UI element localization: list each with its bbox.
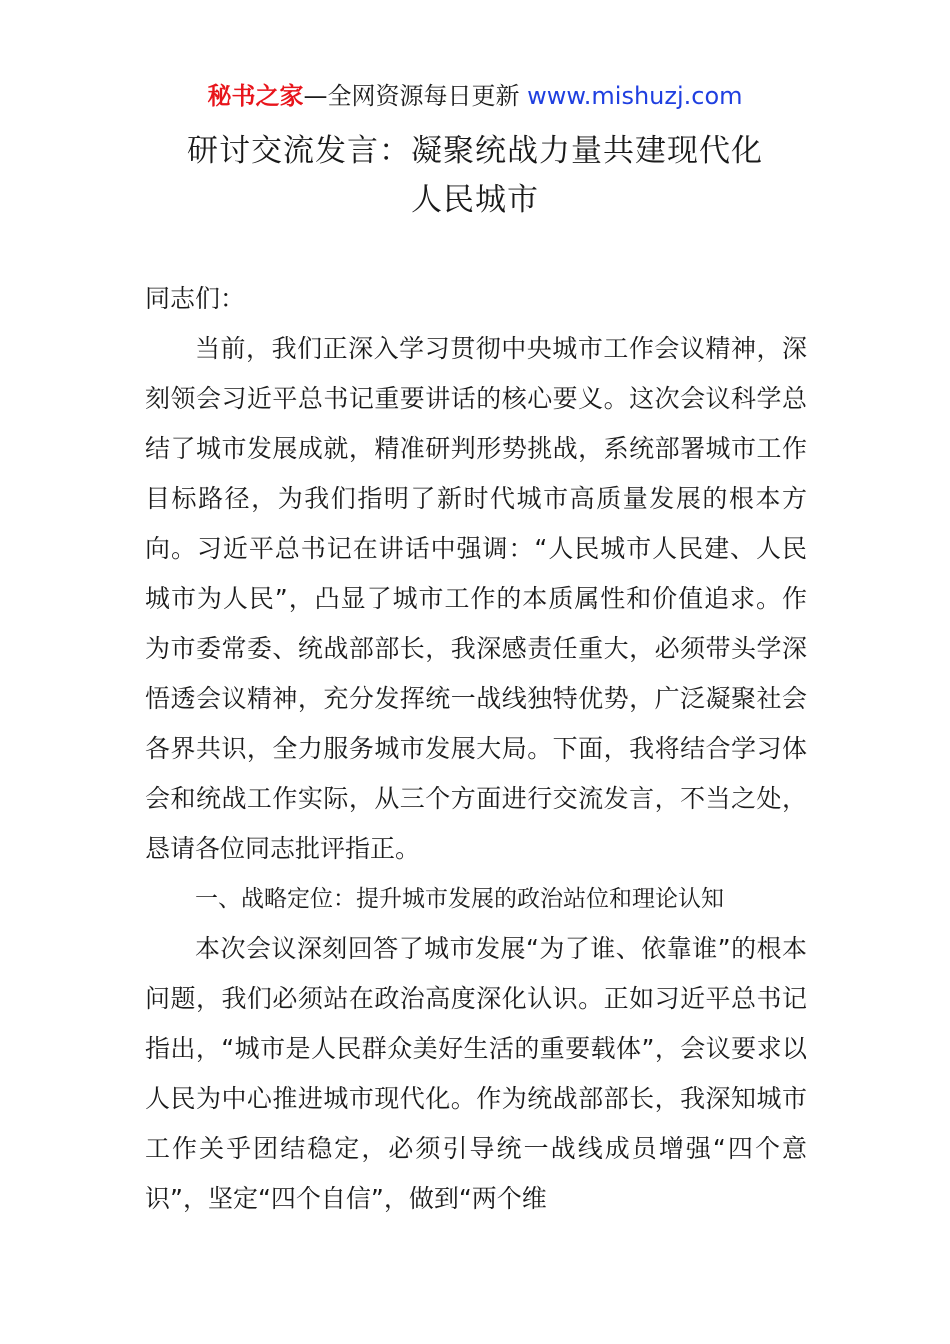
salutation: 同志们： xyxy=(145,284,246,313)
site-tagline: —全网资源每日更新 xyxy=(303,82,528,110)
paragraph-intro: 当前，我们正深入学习贯彻中央城市工作会议精神，深刻领会习近平总书记重要讲话的核心要义。这次会议科学总结了城市发展成就，精准研判形势挑战，系统部署城市工作目标路径，为我们指明了新时代城市高质量发展的根本方向。习近平总书记在讲话中强调：“人民城市人民建、人民城市为人民”，凸显了城市工作的本质属性和价值追求。作为市委常委、统战部部长，我深感责任重大，必须带头学深悟透会议精神，充分发挥统一战线独特优势，广泛凝聚社会各界共识，全力服务城市发展大局。下面，我将结合学习体会和统战工作实际，从三个方面进行交流发言，不当之处，恳请各位同志批评指正。 xyxy=(145,334,807,863)
document-title xyxy=(0,127,950,225)
document-title-line-1: 研讨交流发言：凝聚统战力量共建现代化 xyxy=(187,133,763,169)
site-brand: 秘书之家 xyxy=(207,82,304,110)
document-body xyxy=(145,274,807,1224)
site-url[interactable]: www.mishuzj.com xyxy=(527,82,743,110)
document-title-line-2: 人民城市 xyxy=(411,182,539,218)
site-header xyxy=(0,80,950,112)
paragraph-section-1: 本次会议深刻回答了城市发展“为了谁、依靠谁”的根本问题，我们必须站在政治高度深化认识。正如习近平总书记指出，“城市是人民群众美好生活的重要载体”，会议要求以人民为中心推进城市现代化。作为统战部部长，我深知城市工作关乎团结稳定，必须引导统一战线成员增强“四个意识”，坚定“四个自信”，做到“两个维 xyxy=(145,934,807,1213)
section-heading-1: 一、战略定位：提升城市发展的政治站位和理论认知 xyxy=(195,886,724,912)
